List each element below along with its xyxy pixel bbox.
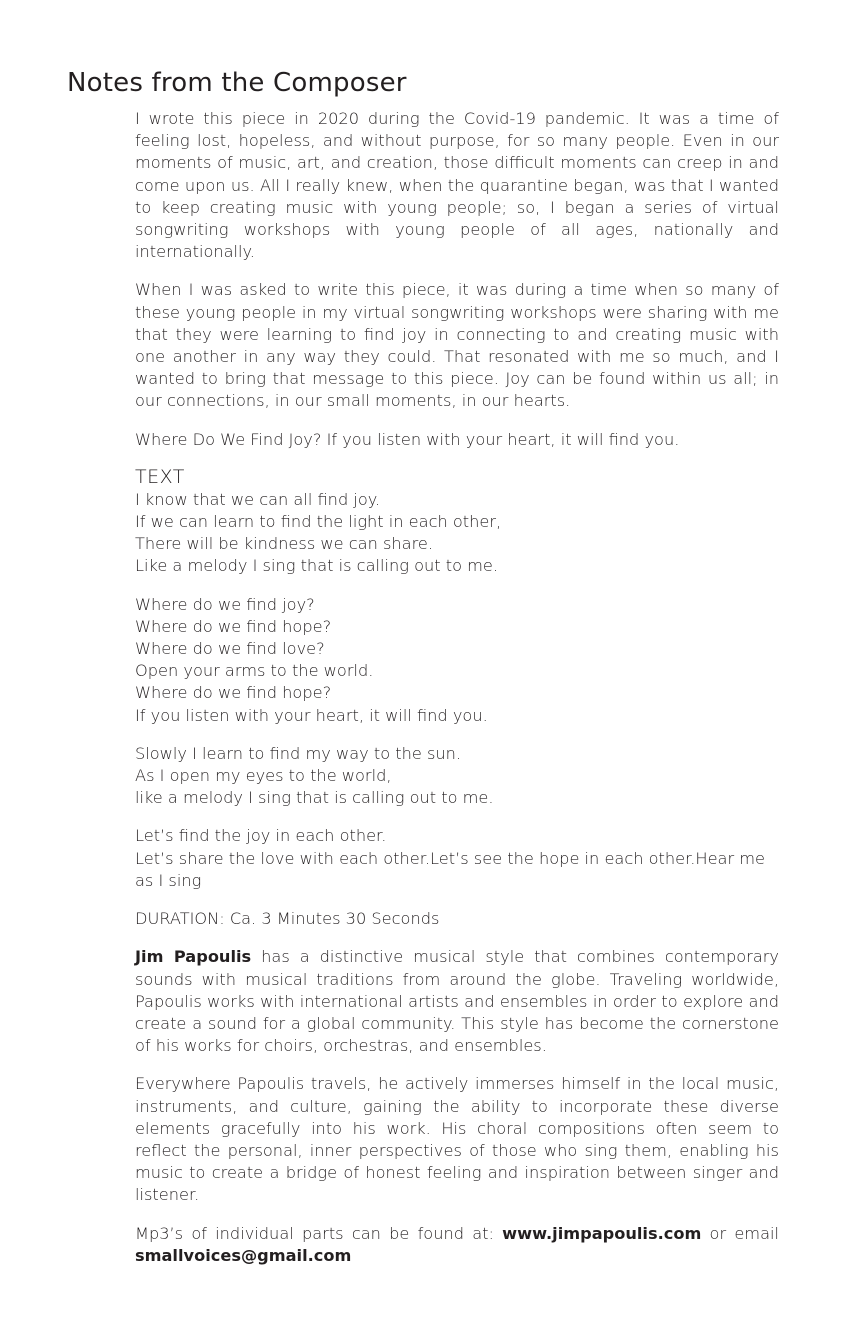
duration: DURATION: Ca. 3 Minutes 30 Seconds [135, 909, 440, 929]
text-heading: TEXT [135, 465, 185, 488]
lyrics-verse-1 [135, 465, 779, 578]
lyrics-verse-2 [135, 743, 779, 810]
intro-paragraph-1: I wrote this piece in 2020 during the Covid-19 pandemic. It was a time of feeling lost, hopeless, and without purpose, for so many people. Even in our moments of music, art, and creation, those difficult moments can creep in and come upon us. All I really knew, when the quarantine began, was that I wanted to keep creating music with young people; so, I began a series of virtual songwriting workshops with young people of all ages, nationally and internationally. [135, 109, 779, 262]
lyric-line: There will be kindness we can share. [135, 534, 433, 554]
contact-middle: or email [701, 1223, 779, 1243]
lyric-line: If we can learn to find the light in each other, [135, 512, 502, 532]
lyric-line: Open your arms to the world. [135, 661, 374, 681]
bio-paragraph-1 [135, 946, 779, 1057]
lyric-line: Where do we find hope? [135, 616, 332, 636]
lyric-line: Let’s share the love with each other.Let’s see the hope in each other.Hear me as I sing [135, 848, 765, 890]
intro-paragraph-2: When I was asked to write this piece, it was during a time when so many of these young people in my virtual songwriting workshops were sharing with me that they were learning to find joy in connecting to and creating music with one another in any way they could. That resonated with me so much, and I wanted to bring that message to this piece. Joy can be found within us all; in our connections, in our small moments, in our hearts. [135, 280, 779, 411]
contact-paragraph [135, 1223, 779, 1267]
lyric-line: Where do we find joy? [135, 594, 315, 614]
intro-paragraph-3: Where Do We Find Joy? If you listen with your heart, it will find you. [135, 429, 680, 449]
lyrics-bridge [135, 825, 779, 892]
lyric-line: Where do we find hope? [135, 683, 332, 703]
lyric-line: I know that we can all find joy. [135, 489, 381, 509]
lyric-line: Let’s find the joy in each other. [135, 826, 387, 846]
lyrics-chorus [135, 594, 779, 727]
contact-prefix: Mp3’s of individual parts can be found at: [135, 1223, 503, 1243]
lyric-line: Slowly I learn to find my way to the sun. [135, 743, 462, 763]
page-title: Notes from the Composer [67, 68, 407, 98]
composer-name: Jim Papoulis [135, 947, 252, 967]
bio-text: has a distinctive musical style that combines contemporary sounds with musical traditions from around the globe. Traveling worldwide, Papoulis works with international artists and ensembles in order to explore and create a sound for a global community. This style has become the cornerstone of his works for choirs, orchestras, and ensembles. [135, 947, 779, 1056]
lyric-line: Like a melody I sing that is calling out to me. [135, 556, 499, 576]
lyric-line: As I open my eyes to the world, [135, 766, 392, 786]
lyric-line: Where do we find love? [135, 639, 325, 659]
lyric-line: like a melody I sing that is calling out to me. [135, 788, 494, 808]
bio-paragraph-2: Everywhere Papoulis travels, he actively immerses himself in the local music, instruments, and culture, gaining the ability to incorporate these diverse elements gracefully into his work. His choral compositions often seem to reflect the personal, inner perspectives of those who sing them, enabling his music to create a bridge of honest feeling and inspiration between singer and listener. [135, 1074, 779, 1205]
notes-body [135, 108, 779, 1283]
lyric-line: If you listen with your heart, it will find you. [135, 705, 488, 725]
website-link[interactable]: www.jimpapoulis.com [502, 1223, 702, 1243]
email-link[interactable]: smallvoices@gmail.com [135, 1245, 352, 1265]
